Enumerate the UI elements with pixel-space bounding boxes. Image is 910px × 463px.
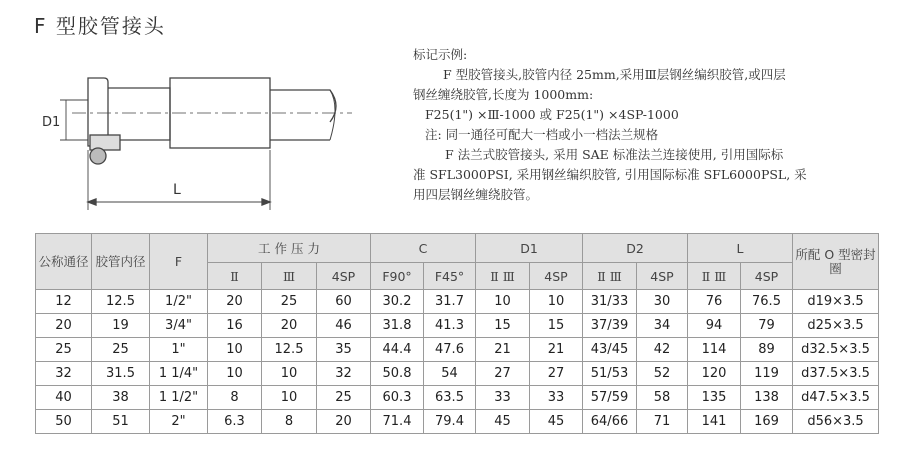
table-cell: 10 — [208, 362, 262, 386]
header-d1-4sp: 4SP — [530, 263, 583, 290]
table-cell: 32 — [317, 362, 371, 386]
table-cell: 119 — [741, 362, 793, 386]
table-cell: 169 — [741, 410, 793, 434]
l-label: L — [173, 182, 181, 198]
table-cell: 31.8 — [371, 314, 424, 338]
header-f: F — [150, 234, 208, 290]
table-cell: d19×3.5 — [793, 290, 879, 314]
table-cell: 46 — [317, 314, 371, 338]
table-cell: 40 — [36, 386, 92, 410]
table-cell: 45 — [476, 410, 530, 434]
fitting-drawing — [30, 70, 370, 215]
table-cell: 19 — [92, 314, 150, 338]
table-cell: 10 — [262, 386, 317, 410]
table-cell: d25×3.5 — [793, 314, 879, 338]
table-cell: 1 1/2" — [150, 386, 208, 410]
table-cell: 33 — [530, 386, 583, 410]
table-cell: 141 — [688, 410, 741, 434]
notes-heading: 标记示例: — [413, 47, 468, 62]
table-cell: 52 — [637, 362, 688, 386]
table-cell: 50.8 — [371, 362, 424, 386]
table-cell: 54 — [424, 362, 476, 386]
table-cell: 89 — [741, 338, 793, 362]
table-cell: 12.5 — [92, 290, 150, 314]
table-cell: 120 — [688, 362, 741, 386]
table-cell: 35 — [317, 338, 371, 362]
table-cell: 43/45 — [583, 338, 637, 362]
table-row — [36, 338, 879, 362]
table-cell: 37/39 — [583, 314, 637, 338]
notes-block — [413, 45, 893, 205]
table-cell: 20 — [208, 290, 262, 314]
table-cell: 20 — [317, 410, 371, 434]
table-cell: 12.5 — [262, 338, 317, 362]
table-cell: 58 — [637, 386, 688, 410]
notes-line: 钢丝缠绕胶管,长度为 1000mm: — [413, 87, 594, 102]
header-l-4sp: 4SP — [741, 263, 793, 290]
table-cell: 33 — [476, 386, 530, 410]
header-l-23: Ⅱ Ⅲ — [688, 263, 741, 290]
table-cell: 27 — [476, 362, 530, 386]
table-cell: 64/66 — [583, 410, 637, 434]
table-cell: 16 — [208, 314, 262, 338]
notes-line: 用四层钢丝缠绕胶管。 — [413, 187, 539, 202]
table-cell: 76 — [688, 290, 741, 314]
table-cell: 34 — [637, 314, 688, 338]
notes-line: 准 SFL3000PSI, 采用钢丝编织胶管, 引用国际标准 SFL6000PSL, 采 — [413, 167, 807, 182]
header-nominal: 公称通径 — [36, 234, 92, 290]
table-cell: 51 — [92, 410, 150, 434]
table-cell: 25 — [92, 338, 150, 362]
notes-line: F25(1") ×Ⅲ-1000 或 F25(1") ×4SP-1000 — [425, 107, 679, 122]
table-cell: 10 — [476, 290, 530, 314]
table-cell: 1 1/4" — [150, 362, 208, 386]
table-row — [36, 314, 879, 338]
table-row — [36, 386, 879, 410]
table-cell: 1/2" — [150, 290, 208, 314]
table-cell: 76.5 — [741, 290, 793, 314]
table-cell: 47.6 — [424, 338, 476, 362]
header-p-iii: Ⅲ — [262, 263, 317, 290]
header-d2: D2 — [583, 234, 688, 263]
table-row — [36, 290, 879, 314]
table-cell: 31/33 — [583, 290, 637, 314]
table-cell: 27 — [530, 362, 583, 386]
header-pressure: 工 作 压 力 — [208, 234, 371, 263]
table-row — [36, 410, 879, 434]
table-cell: 20 — [262, 314, 317, 338]
page-title: F 型胶管接头 — [34, 14, 166, 38]
table-cell: d32.5×3.5 — [793, 338, 879, 362]
table-cell: 12 — [36, 290, 92, 314]
table-cell: 71.4 — [371, 410, 424, 434]
header-l: L — [688, 234, 793, 263]
header-hose-id: 胶管内径 — [92, 234, 150, 290]
header-c-f90: F90° — [371, 263, 424, 290]
table-cell: 10 — [208, 338, 262, 362]
table-cell: d37.5×3.5 — [793, 362, 879, 386]
table-cell: 8 — [208, 386, 262, 410]
table-cell: 45 — [530, 410, 583, 434]
table-cell: 32 — [36, 362, 92, 386]
table-cell: 57/59 — [583, 386, 637, 410]
table-cell: 31.5 — [92, 362, 150, 386]
table-cell: 44.4 — [371, 338, 424, 362]
table-cell: 94 — [688, 314, 741, 338]
table-cell: 25 — [36, 338, 92, 362]
table-cell: d56×3.5 — [793, 410, 879, 434]
table-cell: 2" — [150, 410, 208, 434]
spec-table — [35, 233, 879, 434]
table-cell: 60 — [317, 290, 371, 314]
table-cell: 135 — [688, 386, 741, 410]
table-cell: 20 — [36, 314, 92, 338]
d1-label: D1 — [42, 115, 61, 130]
table-cell: 6.3 — [208, 410, 262, 434]
notes-line: 注: 同一通径可配大一档或小一档法兰规格 — [425, 127, 659, 142]
table-cell: 8 — [262, 410, 317, 434]
header-d2-23: Ⅱ Ⅲ — [583, 263, 637, 290]
table-cell: 51/53 — [583, 362, 637, 386]
table-cell: 79.4 — [424, 410, 476, 434]
table-cell: 38 — [92, 386, 150, 410]
table-cell: 25 — [317, 386, 371, 410]
table-row — [36, 362, 879, 386]
table-cell: d47.5×3.5 — [793, 386, 879, 410]
table-cell: 30 — [637, 290, 688, 314]
table-cell: 30.2 — [371, 290, 424, 314]
table-cell: 41.3 — [424, 314, 476, 338]
table-cell: 114 — [688, 338, 741, 362]
header-c: C — [371, 234, 476, 263]
table-cell: 50 — [36, 410, 92, 434]
table-cell: 138 — [741, 386, 793, 410]
header-d1: D1 — [476, 234, 583, 263]
header-p-ii: Ⅱ — [208, 263, 262, 290]
table-cell: 25 — [262, 290, 317, 314]
header-oring: 所配 O 型密封圈 — [793, 234, 879, 290]
table-cell: 63.5 — [424, 386, 476, 410]
table-cell: 10 — [530, 290, 583, 314]
header-d1-23: Ⅱ Ⅲ — [476, 263, 530, 290]
table-cell: 15 — [530, 314, 583, 338]
header-d2-4sp: 4SP — [637, 263, 688, 290]
notes-line: F 型胶管接头,胶管内径 25mm,采用Ⅲ层钢丝编织胶管,或四层 — [443, 67, 786, 82]
table-cell: 21 — [476, 338, 530, 362]
table-cell: 3/4" — [150, 314, 208, 338]
table-cell: 15 — [476, 314, 530, 338]
table-cell: 31.7 — [424, 290, 476, 314]
table-cell: 1" — [150, 338, 208, 362]
table-cell: 42 — [637, 338, 688, 362]
table-cell: 10 — [262, 362, 317, 386]
header-c-f45: F45° — [424, 263, 476, 290]
header-p-4sp: 4SP — [317, 263, 371, 290]
table-cell: 21 — [530, 338, 583, 362]
table-cell: 60.3 — [371, 386, 424, 410]
table-cell: 71 — [637, 410, 688, 434]
table-cell: 79 — [741, 314, 793, 338]
notes-line: F 法兰式胶管接头, 采用 SAE 标准法兰连接使用, 引用国际标 — [445, 147, 784, 162]
